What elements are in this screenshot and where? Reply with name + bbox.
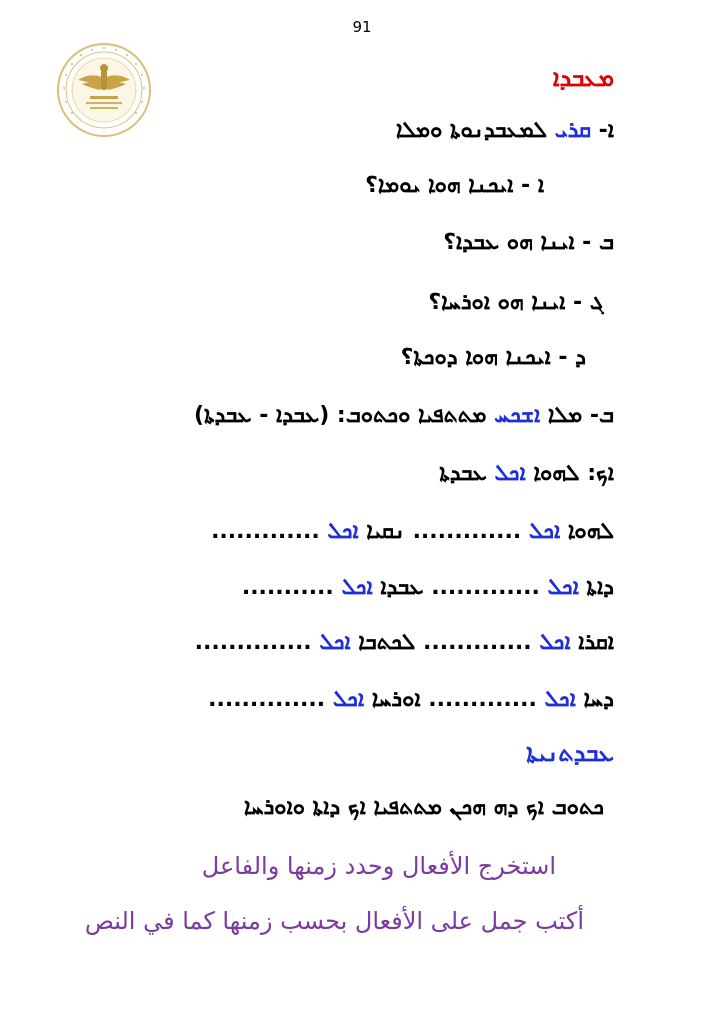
answer-blank: ........... bbox=[241, 575, 334, 600]
q1-item-letter: ܕ bbox=[575, 345, 586, 370]
academy-seal-logo bbox=[56, 42, 152, 138]
question-1-text: ܠܡܥܒܕܢܘܬܐ ܘܡܠܐ bbox=[395, 118, 548, 143]
row-word: ܐܘܪܚܐ bbox=[371, 687, 421, 712]
question-2-number: ܒ- bbox=[589, 403, 614, 428]
question-2-word: ܡܠܐ bbox=[547, 403, 583, 428]
answer-blank: ............. bbox=[412, 519, 522, 544]
exercise-row bbox=[211, 514, 614, 550]
question-2-options: (ܥܒܕܐ - ܥܒܕܬܐ) bbox=[193, 403, 330, 428]
row-keyword: ܐܟܠ bbox=[327, 519, 359, 544]
answer-blank: ............. bbox=[423, 630, 532, 655]
row-keyword: ܐܟܠ bbox=[332, 687, 365, 712]
q1-item-b: ܒ - ܐܝܢܐ ܗܘ ܥܒܕܐ؟ bbox=[443, 230, 614, 255]
row-keyword: ܐܟܠ bbox=[547, 575, 579, 600]
arabic-instruction-2: أكتب جمل على الأفعال بحسب زمنها كما في النص bbox=[84, 907, 584, 935]
row-word: ܐܩܪܐ bbox=[578, 630, 614, 655]
exercise-row bbox=[242, 570, 614, 606]
page-number: 91 bbox=[352, 18, 372, 36]
q1-item-text: ܐܝܟܢܐ ܗܘܐ ܕܘܟܬܐ؟ bbox=[400, 345, 551, 370]
q1-item-text: ܐܝܢܐ ܗܘ ܥܒܕܐ؟ bbox=[443, 230, 575, 255]
question-1-keyword: ܩܪܝ bbox=[554, 118, 591, 143]
q1-item-c: ܓ - ܐܝܢܐ ܗܘ ܐܘܪܚܐ؟ bbox=[428, 290, 604, 315]
q1-item-text: ܐܝܟܢܐ ܗܘܐ ܝܘܡܐ؟ bbox=[365, 173, 514, 198]
answer-blank: .............. bbox=[194, 630, 312, 655]
q1-item-letter: ܐ bbox=[537, 173, 544, 198]
q1-item-letter: ܓ bbox=[589, 290, 604, 315]
row-keyword: ܐܟܠ bbox=[319, 630, 351, 655]
section-heading: ܡܥܒܕܐ bbox=[552, 64, 614, 92]
example-word: ܥܒܕܬܐ bbox=[439, 461, 487, 486]
row-keyword: ܐܟܠ bbox=[528, 519, 561, 544]
question-2-text: ܡܬܬܦܝܐ ܘܟܬܘܒ: bbox=[336, 403, 487, 428]
row-word: ܠܗܘܐ bbox=[567, 519, 614, 544]
section-2-text: ܟܬܘܒ ܐܟ ܕܗ ܗܟܢ ܡܬܬܦܝܐ ܐܟ ܕܐܬܐ ܘܐܘܪܚܐ bbox=[243, 795, 604, 820]
question-1-number: ܐ- bbox=[598, 118, 614, 143]
row-keyword: ܐܟܠ bbox=[539, 630, 571, 655]
row-keyword: ܐܟܠ bbox=[544, 687, 576, 712]
q1-item-text: ܐܝܢܐ ܗܘ ܐܘܪܚܐ؟ bbox=[428, 290, 566, 315]
exercise-row bbox=[208, 682, 614, 718]
question-1 bbox=[396, 113, 614, 149]
answer-blank: ............. bbox=[431, 575, 540, 600]
q1-item-letter: ܒ bbox=[598, 230, 614, 255]
question-2-keyword: ܐܫܟܚ bbox=[494, 403, 541, 428]
q1-item-a: ܐ - ܐܝܟܢܐ ܗܘܐ ܝܘܡܐ؟ bbox=[365, 173, 544, 198]
row-word: ܢܩܝܐ bbox=[366, 519, 405, 544]
row-word: ܥܒܕܐ bbox=[380, 575, 424, 600]
row-word: ܕܐܬܐ bbox=[586, 575, 614, 600]
row-word: ܕܚܐ bbox=[583, 687, 614, 712]
answer-blank: ............. bbox=[428, 687, 537, 712]
exercise-row bbox=[195, 625, 614, 661]
answer-blank: ............. bbox=[211, 519, 320, 544]
section-2-title: ܥܒܕܬܢܝܬܐ bbox=[526, 739, 614, 767]
arabic-instruction-1: استخرج الأفعال وحدد زمنها والفاعل bbox=[201, 852, 556, 880]
row-word: ܠܟܬܒܐ bbox=[358, 630, 416, 655]
example-line bbox=[439, 456, 614, 492]
question-2 bbox=[194, 398, 614, 434]
example-word: ܠܗܘܐ bbox=[533, 461, 580, 486]
row-keyword: ܐܟܠ bbox=[341, 575, 373, 600]
example-label: ܐܟ: bbox=[587, 461, 614, 486]
answer-blank: .............. bbox=[208, 687, 326, 712]
q1-item-d: ܕ - ܐܝܟܢܐ ܗܘܐ ܕܘܟܬܐ؟ bbox=[400, 345, 586, 370]
example-keyword: ܐܟܠ bbox=[494, 461, 526, 486]
